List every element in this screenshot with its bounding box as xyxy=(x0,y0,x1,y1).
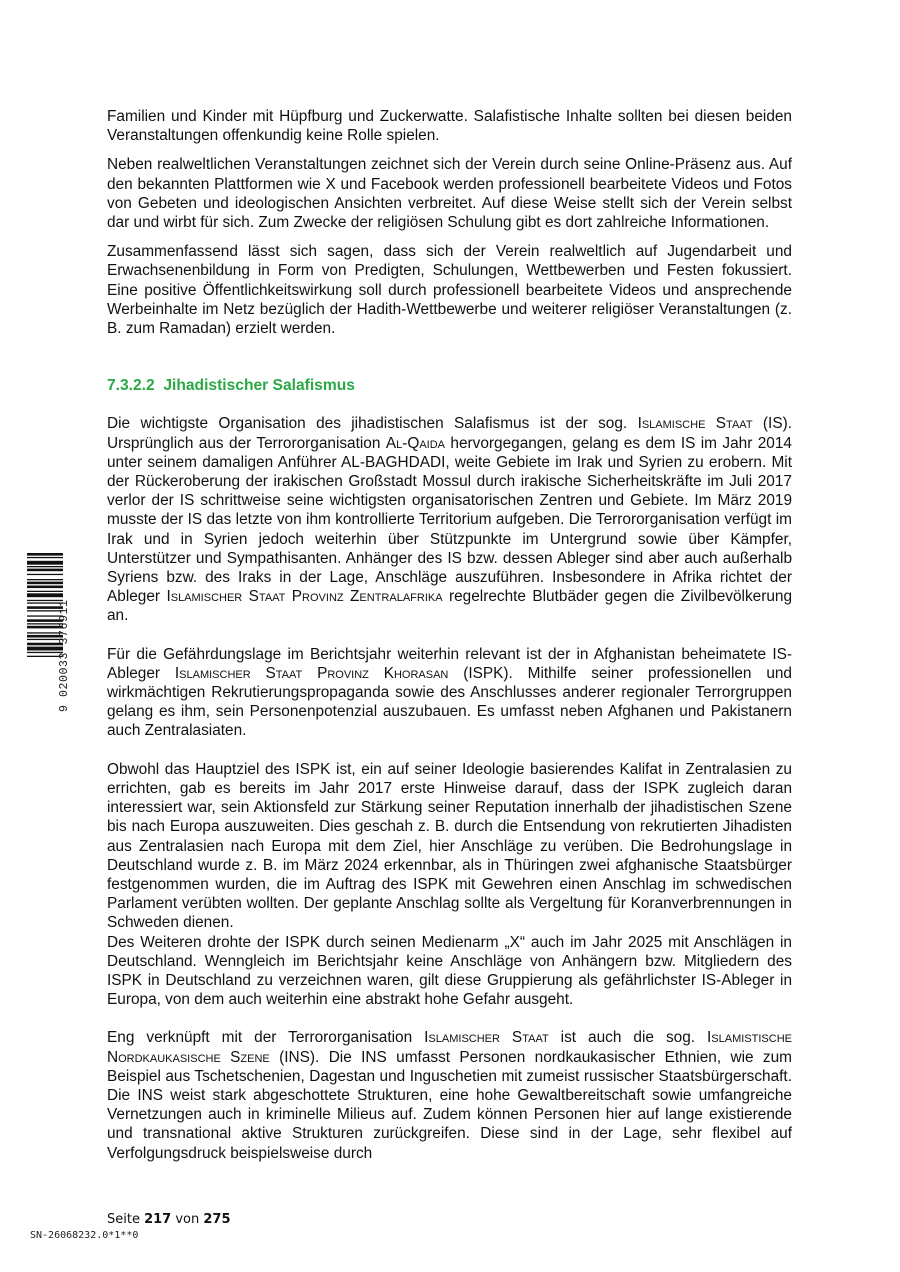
document-id: SN-26068232.0*1**0 xyxy=(30,1230,139,1241)
paragraph-3: Zusammenfassend lässt sich sagen, dass sich der Verein realweltlich auf Jugendarbeit und Erwachsenenbildung in Form von Predigten, Schulungen, Wettbewerben und Festen fokussiert. Eine positive Öffentlichkeitswirkung soll durch professionell bearbeitete Videos und ansprechende Werbeinhalte im Netz bezüglich der Hadith-Wettbewerbe und weiterer religiöser Veranstaltungen (z. B. zum Ramadan) erzielt werden. xyxy=(107,243,792,338)
text-run: (IS). Ursprünglich aus der Terrororganisation xyxy=(107,415,792,452)
paragraph-5 xyxy=(107,645,792,741)
paragraph-7: Des Weiteren drohte der ISPK durch seinen Medienarm „X“ auch im Jahr 2025 mit Anschlägen in Deutschland. Wenngleich im Berichtsjahr keine Anschläge von Anhängern bzw. Mitgliedern des ISPK in Deutschland zu verzeichnen waren, gilt diese Gruppierung als gefährlichster IS-Ableger in Europa, von dem auch weiterhin eine abstrakt hohe Gefahr ausgeht. xyxy=(107,933,792,1009)
section-heading xyxy=(107,376,792,395)
org-name: Islamistische Nordkaukasische Szene xyxy=(107,1029,792,1066)
paragraph-6: Obwohl das Hauptziel des ISPK ist, ein auf seiner Ideologie basierendes Kalifat in Zentralasien zu errichten, gab es bereits im Jahr 2017 erste Hinweise darauf, dass der ISPK zugleich daran interessiert war, sein Aktionsfeld zur Stärkung seiner Reputation innerhalb der jihadistischen Szene bis nach Europa auszuweiten. Dies geschah z. B. durch die Entsendung von rekrutierten Jihadisten aus Zentralasien nach Europa mit dem Ziel, hier Anschläge zu verüben. Die Bedrohungslage in Deutschland wurde z. B. im März 2024 erkennbar, als in Thüringen zwei afghanische Staatsbürger festgenommen wurden, die im Auftrag des ISPK mit Gewehren einen Anschlag im schwedischen Parlament verübten wollten. Der geplante Anschlag sollte als Vergeltung für Koranverbrennungen in Schweden dienen. xyxy=(107,760,792,932)
page-number: 217 xyxy=(144,1212,172,1227)
text-run: Die wichtigste Organisation des jihadistischen Salafismus ist der sog. xyxy=(107,415,638,433)
text-run: regelrechte Blutbäder gegen die Zivilbevölkerung an. xyxy=(107,588,793,625)
section-number: 7.3.2.2 xyxy=(107,377,155,395)
org-name: Islamischer Staat Provinz Zentralafrika xyxy=(166,588,443,606)
org-name: Islamische Staat xyxy=(637,415,753,433)
text-run: (INS). Die INS umfasst Personen nordkaukasischer Ethnien, wie zum Beispiel aus Tschetschenien, Dagestan und Inguschetien mit zumeist russischer Staatsbürgerschaft. Die INS weist stark abgeschottete Strukturen, eine hohe Gewaltbereitschaft sowie umfangreiche Vernetzungen auch in kriminelle Milieus auf. Zudem können Personen hier auf lange existierende und transnational aktive Strukturen zurückgreifen. Diese sind in der Lage, sehr flexibel auf Verfolgungsdruck beispielsweise durch xyxy=(107,1048,793,1162)
text-run: hervorgegangen, gelang es dem IS im Jahr 2014 unter seinem damaligen Anführer AL-BAGHDADI, weite Gebiete im Irak und Syrien zu erobern. Mit der Rückeroberung der irakischen Großstadt Mossul durch irakische Sicherheitskräfte im Juli 2017 verlor der IS schrittweise seine wichtigsten organisatorischen Zentren und Gebiete. Im März 2019 musste der IS das letzte von ihm kontrollierte Territorium aufgeben. Die Terrororganisation verfügt im Irak und in Syrien jedoch weiterhin über Stützpunkte im Untergrund sowie über Kämpfer, Unterstützer und Sympathisanten. Anhänger des IS bzw. dessen Ableger sind aber auch außerhalb Syriens bzw. des Iraks in der Lage, Anschläge auszuführen. Insbesondere in Afrika richtet der Ableger xyxy=(107,434,792,606)
text-run: Eng verknüpft mit der Terrororganisation xyxy=(107,1029,425,1047)
section-title: Jihadistischer Salafismus xyxy=(163,377,355,395)
page-of: von xyxy=(171,1212,204,1227)
text-run: Für die Gefährdungslage im Berichtsjahr weiterhin relevant ist der in Afghanistan beheimatete IS-Ableger xyxy=(107,645,792,682)
page-content xyxy=(107,107,792,1163)
org-name: Islamischer Staat Provinz Khorasan xyxy=(174,664,449,682)
paragraph-8 xyxy=(107,1028,792,1162)
org-name: Al-Qaida xyxy=(385,434,445,452)
paragraph-4 xyxy=(107,414,792,625)
paragraph-2: Neben realweltlichen Veranstaltungen zeichnet sich der Verein durch seine Online-Präsenz aus. Auf den bekannten Plattformen wie X und Facebook werden professionell bearbeitete Videos und Fotos von Gebeten und ideologischen Ansichten verbreitet. Auf diese Weise stellt sich der Verein selbst dar und wirbt für sich. Zum Zwecke der religiösen Schulung gibt es dort zahlreiche Informationen. xyxy=(107,156,792,232)
page-total: 275 xyxy=(203,1212,231,1227)
paragraph-1: Familien und Kinder mit Hüpfburg und Zuckerwatte. Salafistische Inhalte sollten bei diesen beiden Veranstaltungen offenkundig keine Rolle spielen. xyxy=(107,108,792,145)
text-run: (ISPK). Mithilfe seiner professionellen und wirkmächtigen Rekrutierungspropaganda sowie des Anschlusses anderer regionaler Terrorgruppen gelang es ihm, sein Personenpotenzial auszubauen. Es umfasst neben Afghanen und Pakistanern auch Zentralasiaten. xyxy=(107,664,792,740)
barcode-number: 9 020033 376911 xyxy=(58,599,71,712)
org-name: Islamischer Staat xyxy=(424,1029,549,1047)
text-run: ist auch die sog. xyxy=(548,1029,708,1047)
page-footer xyxy=(107,1212,231,1227)
page-label: Seite xyxy=(107,1212,145,1227)
